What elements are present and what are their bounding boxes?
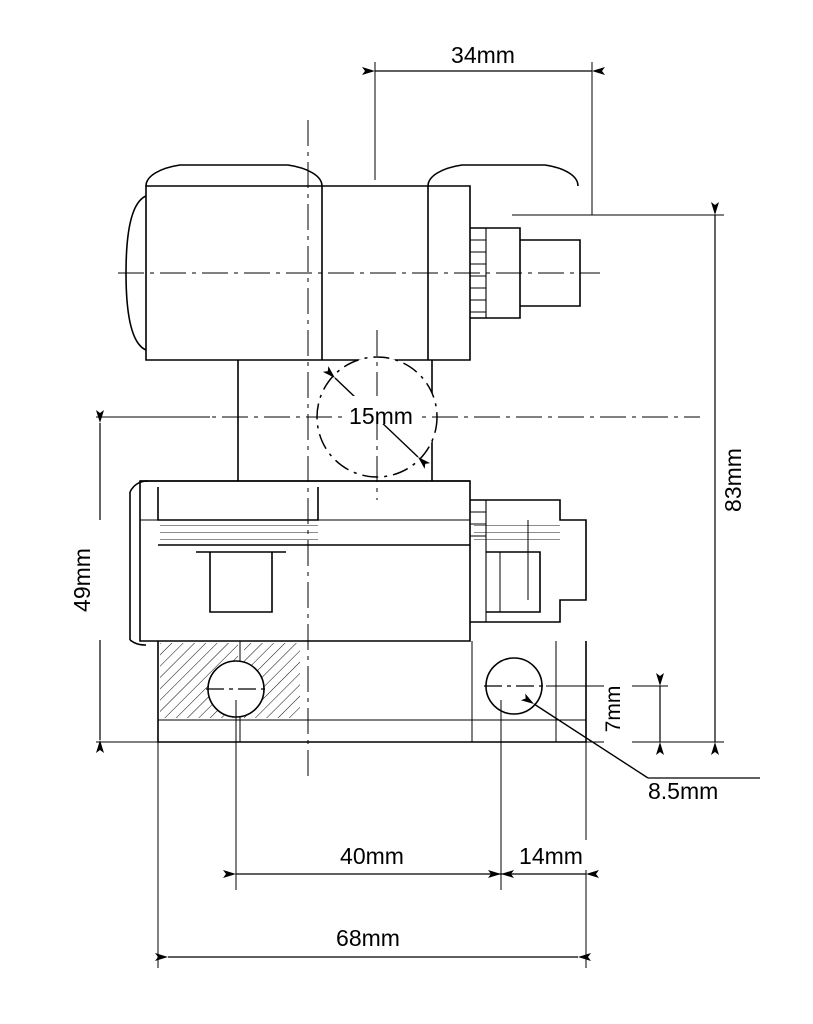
- dimension-label-68mm: 68mm: [336, 925, 400, 951]
- dimension-label-15mm: 15mm: [349, 403, 413, 430]
- dimension-label-14mm: 14mm: [519, 843, 583, 869]
- dimension-label-49mm: 49mm: [69, 548, 95, 612]
- dimension-label-7mm: 7mm: [602, 685, 625, 733]
- dimension-label-34mm: 34mm: [451, 42, 515, 68]
- dimension-label-83mm: 83mm: [720, 448, 746, 512]
- dimension-label-8-5mm: 8.5mm: [648, 778, 719, 804]
- dimension-height-right: [512, 215, 724, 742]
- dimension-label-40mm: 40mm: [340, 843, 404, 869]
- dimension-hole-8-5mm: [534, 704, 760, 778]
- dimension-width-top: [375, 62, 592, 215]
